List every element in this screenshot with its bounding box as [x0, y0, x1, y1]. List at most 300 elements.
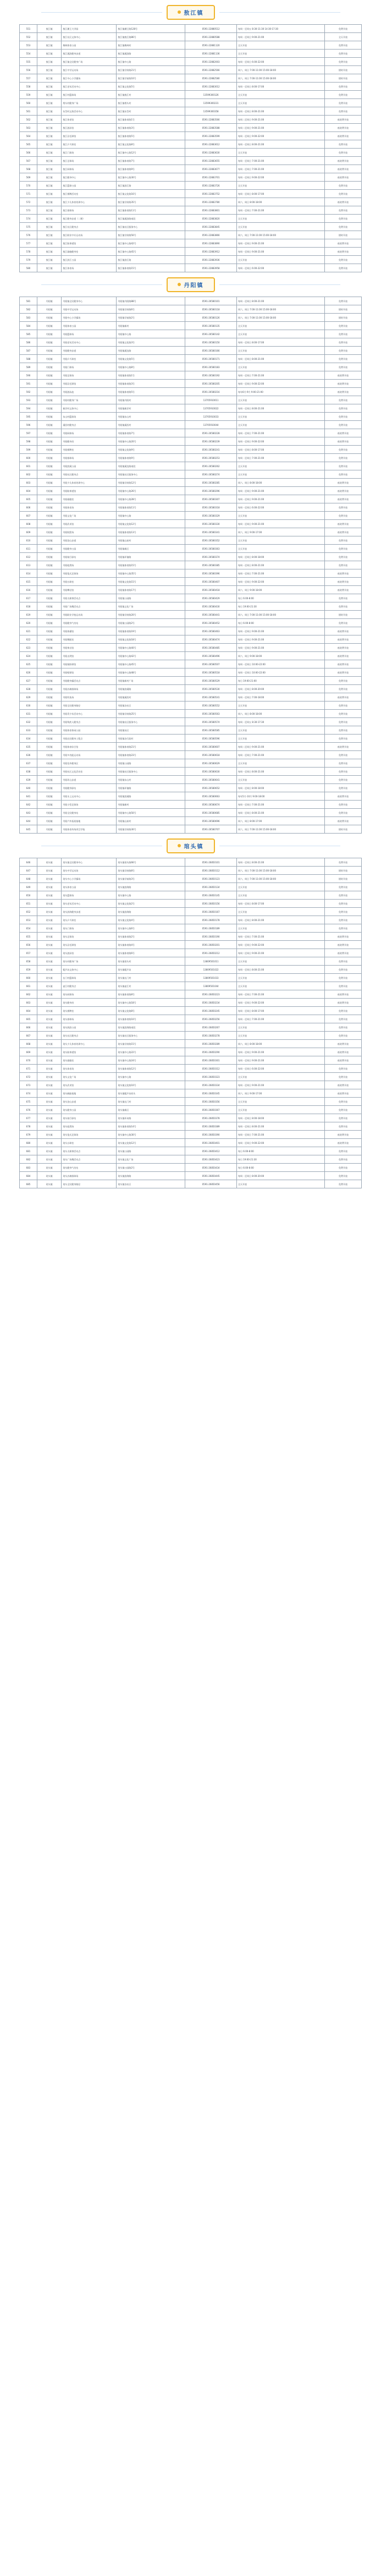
cell-time: 每年6月-9月 9:00-21:00	[237, 388, 325, 396]
cell-name: 敖江体育馆	[62, 116, 117, 124]
cell-no: 551	[20, 25, 37, 33]
cell-time: 周六、周日 8:00-18:00	[237, 198, 325, 206]
table-row	[20, 1098, 362, 1106]
cell-town: 琯头镇	[37, 1098, 61, 1106]
cell-name: 琯头台球室	[62, 1139, 117, 1147]
cell-no: 660	[20, 974, 37, 982]
cell-type: 免费开放	[324, 256, 361, 264]
cell-type: 低收费开放	[324, 644, 361, 652]
cell-type: 免费开放	[324, 99, 361, 107]
cell-time: 每日 6:00-8:00	[237, 1147, 325, 1155]
cell-town: 敖江镇	[37, 264, 61, 272]
cell-type: 低收费开放	[324, 495, 361, 503]
cell-type: 低收费开放	[324, 528, 361, 536]
cell-tel: 0591-26580674	[185, 801, 237, 809]
cell-time: 每周一至周日 6:00-22:00	[237, 503, 325, 512]
cell-no: 627	[20, 677, 37, 685]
cell-tel: 0591-26580330	[185, 520, 237, 528]
cell-no: 669	[20, 1048, 37, 1056]
cell-time: 每周一至周日 9:00-21:00	[237, 495, 325, 503]
cell-time: 全天开放	[237, 883, 325, 891]
table-row	[20, 652, 362, 660]
table-row	[20, 264, 362, 272]
cell-town: 琯头镇	[37, 941, 61, 949]
cell-time: 每周一至周日 8:00-17:00	[237, 190, 325, 198]
cell-addr: 丹阳镇学府路20号	[117, 611, 185, 619]
cell-type: 免费开放	[324, 602, 361, 611]
cell-time: 全天开放	[237, 701, 325, 710]
cell-name: 溪西村健身点	[62, 421, 117, 429]
cell-type: 免费开放	[324, 801, 361, 809]
cell-type: 免费开放	[324, 41, 361, 50]
cell-name: 丹阳舞蹈室	[62, 635, 117, 644]
cell-time: 周六、周日 7:00-11:00 15:00-18:00	[237, 875, 325, 883]
table-row	[20, 578, 362, 586]
cell-type: 低收费开放	[324, 990, 361, 999]
cell-town: 丹阳镇	[37, 627, 61, 635]
cell-no: 582	[20, 305, 37, 314]
cell-time: 每周一至周日 8:00-17:00	[237, 83, 325, 91]
cell-tel: 0591-26850190	[185, 933, 237, 941]
cell-type: 低收费开放	[324, 933, 361, 941]
cell-addr: 琯头镇学府路15号	[117, 1040, 185, 1048]
table-row	[20, 867, 362, 875]
cell-time: 每日 19:00-21:00	[237, 677, 325, 685]
cell-name: 丹阳全民健身路径	[62, 701, 117, 710]
cell-type: 免费开放	[324, 223, 361, 231]
cell-no: 618	[20, 602, 37, 611]
cell-no: 644	[20, 817, 37, 825]
dot-icon	[178, 283, 181, 286]
cell-name: 敖江门球场	[62, 149, 117, 157]
cell-addr: 琯头镇滨海路南段	[117, 1023, 185, 1032]
cell-addr: 丹阳镇文化路3号	[117, 338, 185, 347]
cell-tel: 0591-22883890	[185, 239, 237, 248]
cell-town: 丹阳镇	[37, 759, 61, 768]
table-row	[20, 314, 362, 322]
cell-town: 敖江镇	[37, 124, 61, 132]
cell-no: 600	[20, 454, 37, 462]
cell-no: 611	[20, 545, 37, 553]
cell-tel: 0591-26850134	[185, 883, 237, 891]
cell-town: 丹阳镇	[37, 338, 61, 347]
cell-town: 琯头镇	[37, 883, 61, 891]
cell-time: 周六、周日 8:00-18:00	[237, 479, 325, 487]
cell-no: 599	[20, 446, 37, 454]
table-row	[20, 1023, 362, 1032]
table-row	[20, 66, 362, 74]
cell-addr: 丹阳镇学前路2号	[117, 314, 185, 322]
cell-addr: 敖江镇文化路8号	[117, 140, 185, 149]
cell-no: 586	[20, 338, 37, 347]
cell-town: 丹阳镇	[37, 553, 61, 561]
facility-table	[19, 858, 362, 1188]
cell-tel: 0591-22883958	[185, 264, 237, 272]
cell-type: 低收费开放	[324, 487, 361, 495]
cell-type: 免费开放	[324, 553, 361, 561]
cell-name: 敖江职业中专运动场	[62, 231, 117, 239]
cell-tel: 0591-26580430	[185, 602, 237, 611]
cell-type: 低收费开放	[324, 479, 361, 487]
cell-time: 每周一至周日 9:00-22:00	[237, 173, 325, 182]
cell-addr: 丹阳镇公园路	[117, 594, 185, 602]
cell-addr: 丹阳镇中心路28号	[117, 495, 185, 503]
cell-town: 琯头镇	[37, 1056, 61, 1065]
cell-addr: 丹阳镇中心路8号	[117, 363, 185, 371]
table-row	[20, 1155, 362, 1164]
cell-name: 丹阳跆拳道馆	[62, 487, 117, 495]
cell-name: 丹阳老年活动中心	[62, 338, 117, 347]
cell-addr: 琯头镇学府路8号	[117, 867, 185, 875]
table-row	[20, 256, 362, 264]
cell-name: 琯头体育公园	[62, 883, 117, 891]
table-row	[20, 363, 362, 371]
table-row	[20, 561, 362, 569]
cell-name: 东岱村文体活动中心	[62, 107, 117, 116]
cell-time: 全天开放	[237, 512, 325, 520]
cell-town: 丹阳镇	[37, 371, 61, 380]
cell-no: 573	[20, 206, 37, 215]
cell-no: 605	[20, 495, 37, 503]
cell-name: 丹阳排球场	[62, 454, 117, 462]
table-row	[20, 1048, 362, 1056]
cell-type: 免费开放	[324, 91, 361, 99]
cell-name: 琯头广场舞活动点	[62, 1155, 117, 1164]
cell-name: 丹阳棋牌室	[62, 446, 117, 454]
cell-type: 免费开放	[324, 404, 361, 413]
cell-time: 每周一至周日 9:00-21:00	[237, 1048, 325, 1056]
cell-type: 免费开放	[324, 966, 361, 974]
cell-tel: 0591-26580407	[185, 578, 237, 586]
cell-time: 每周二至周日 9:00-21:00	[237, 116, 325, 124]
cell-name: 琯头文化广场	[62, 1073, 117, 1081]
cell-tel: 13809501011	[185, 957, 237, 966]
cell-tel: 0591-26580329	[185, 512, 237, 520]
cell-type: 低收费开放	[324, 949, 361, 957]
cell-addr: 丹阳镇各社区	[117, 701, 185, 710]
cell-no: 571	[20, 190, 37, 198]
cell-type: 免费开放	[324, 330, 361, 338]
table-row	[20, 206, 362, 215]
cell-time: 每周一至周日 8:00-21:00	[237, 561, 325, 569]
cell-addr: 丹阳镇体育路9号	[117, 454, 185, 462]
cell-tel: 0591-26580652	[185, 784, 237, 792]
table-row	[20, 858, 362, 867]
cell-no: 576	[20, 231, 37, 239]
cell-town: 丹阳镇	[37, 561, 61, 569]
cell-time: 全天开放	[237, 726, 325, 735]
table-row	[20, 437, 362, 446]
table-row	[20, 768, 362, 776]
cell-name: 琯头篮球场	[62, 891, 117, 900]
cell-town: 琯头镇	[37, 908, 61, 916]
dot-icon	[178, 844, 181, 847]
cell-no: 681	[20, 1147, 37, 1155]
cell-time: 周六、周日 9:00-17:00	[237, 528, 325, 536]
cell-type: 免费开放	[324, 924, 361, 933]
table-row	[20, 462, 362, 470]
cell-time: 每周一至周日 9:00-22:00	[237, 941, 325, 949]
cell-town: 丹阳镇	[37, 693, 61, 701]
cell-time: 周六、周日 9:00-18:00	[237, 652, 325, 660]
cell-type: 低收费开放	[324, 429, 361, 437]
cell-town: 敖江镇	[37, 206, 61, 215]
table-row	[20, 594, 362, 602]
cell-no: 619	[20, 611, 37, 619]
cell-time: 每周一至周日 8:00-21:00	[237, 355, 325, 363]
cell-no: 580	[20, 264, 37, 272]
cell-name: 敖江棋牌活动室	[62, 190, 117, 198]
table-row	[20, 1114, 362, 1122]
cell-name: 丹阳沙滩排球场	[62, 685, 117, 693]
cell-town: 琯头镇	[37, 1122, 61, 1131]
cell-town: 琯头镇	[37, 1032, 61, 1040]
cell-tel: 0591-26580563	[185, 710, 237, 718]
cell-tel: 0591-26850156	[185, 900, 237, 908]
table-row	[20, 503, 362, 512]
cell-tel: 0591-26580641	[185, 776, 237, 784]
cell-time: 每周二至周日 9:00-21:00	[237, 124, 325, 132]
cell-tel: 0591-26580463	[185, 627, 237, 635]
cell-time: 周六、周日 8:00-18:00	[237, 710, 325, 718]
cell-town: 敖江镇	[37, 99, 61, 107]
table-row	[20, 966, 362, 974]
cell-town: 琯头镇	[37, 858, 61, 867]
cell-no: 594	[20, 404, 37, 413]
cell-type: 低收费开放	[324, 635, 361, 644]
cell-time: 全天开放	[237, 776, 325, 784]
cell-type: 错时开放	[324, 74, 361, 83]
cell-tel: 13809501044	[185, 982, 237, 990]
cell-no: 609	[20, 528, 37, 536]
cell-no: 595	[20, 413, 37, 421]
cell-name: 琯头骑行驿站	[62, 1114, 117, 1122]
cell-type: 免费开放	[324, 1023, 361, 1032]
table-row	[20, 231, 362, 239]
cell-town: 丹阳镇	[37, 388, 61, 396]
cell-town: 丹阳镇	[37, 726, 61, 735]
cell-no: 574	[20, 215, 37, 223]
cell-name: 丹阳太极拳活动点	[62, 594, 117, 602]
table-row	[20, 305, 362, 314]
cell-addr: 丹阳镇新区	[117, 545, 185, 553]
cell-no: 673	[20, 1081, 37, 1089]
cell-town: 丹阳镇	[37, 545, 61, 553]
cell-town: 琯头镇	[37, 949, 61, 957]
cell-town: 敖江镇	[37, 33, 61, 41]
table-row	[20, 512, 362, 520]
cell-no: 567	[20, 157, 37, 165]
cell-town: 丹阳镇	[37, 297, 61, 305]
cell-addr: 丹阳镇环镇路	[117, 784, 185, 792]
cell-addr: 敖江镇体育路1号	[117, 116, 185, 124]
table-row	[20, 1065, 362, 1073]
cell-no: 602	[20, 470, 37, 479]
cell-name: 丹阳少儿体育培训中心	[62, 479, 117, 487]
cell-addr: 丹阳镇各行政村	[117, 735, 185, 743]
cell-tel: 0591-22883801	[185, 206, 237, 215]
cell-town: 丹阳镇	[37, 660, 61, 668]
cell-name: 敖江社区健身点	[62, 223, 117, 231]
cell-tel: 0591-26580135	[185, 322, 237, 330]
cell-type: 免费开放	[324, 1180, 361, 1188]
cell-time: 全天开放	[237, 347, 325, 355]
cell-time: 每周一至周日 9:00-21:00	[237, 487, 325, 495]
cell-name: 丹阳健身驿站	[62, 784, 117, 792]
cell-addr: 琯头镇滨海路	[117, 908, 185, 916]
cell-town: 琯头镇	[37, 957, 61, 966]
cell-type: 错时开放	[324, 875, 361, 883]
cell-tel: 13705910033	[185, 413, 237, 421]
cell-tel: 0591-26580596	[185, 735, 237, 743]
cell-tel: 0591-26850423	[185, 1155, 237, 1164]
cell-name: 丹阳门球场	[62, 363, 117, 371]
cell-type: 免费开放	[324, 536, 361, 545]
cell-no: 592	[20, 388, 37, 396]
cell-town: 丹阳镇	[37, 528, 61, 536]
cell-addr: 琯头镇滨海路	[117, 883, 185, 891]
cell-tel: 0591-26580685	[185, 809, 237, 817]
cell-town: 敖江镇	[37, 50, 61, 58]
cell-town: 丹阳镇	[37, 586, 61, 594]
cell-addr: 丹阳镇新村广场	[117, 677, 185, 685]
cell-town: 丹阳镇	[37, 462, 61, 470]
cell-name: 琯头中学运动场	[62, 867, 117, 875]
table-row	[20, 718, 362, 726]
cell-time: 每年5月-10月 9:00-18:00	[237, 792, 325, 801]
cell-no: 652	[20, 908, 37, 916]
cell-time: 全天开放	[237, 1023, 325, 1032]
table-row	[20, 875, 362, 883]
cell-tel: 0591-26850312	[185, 1065, 237, 1073]
cell-addr: 丹阳镇溪西村	[117, 693, 185, 701]
cell-town: 丹阳镇	[37, 520, 61, 528]
cell-tel: 0591-22883566	[185, 116, 237, 124]
cell-addr: 敖江镇东岱村	[117, 107, 185, 116]
cell-addr: 敖江镇体育路11号	[117, 206, 185, 215]
cell-town: 丹阳镇	[37, 404, 61, 413]
cell-town: 丹阳镇	[37, 363, 61, 371]
cell-name: 丹阳射箭场	[62, 528, 117, 536]
table-row	[20, 487, 362, 495]
cell-type: 免费开放	[324, 916, 361, 924]
cell-type: 免费开放	[324, 726, 361, 735]
cell-no: 603	[20, 479, 37, 487]
cell-town: 琯头镇	[37, 1040, 61, 1048]
cell-no: 677	[20, 1114, 37, 1122]
cell-type: 免费开放	[324, 1122, 361, 1131]
table-row	[20, 792, 362, 801]
cell-tel: 0591-26580296	[185, 487, 237, 495]
cell-addr: 琯头镇文化广场	[117, 1155, 185, 1164]
cell-tel: 0591-26580126	[185, 314, 237, 322]
cell-tel: 0591-26850256	[185, 1015, 237, 1023]
cell-tel: 0591-26850456	[185, 1180, 237, 1188]
cell-type: 错时开放	[324, 305, 361, 314]
cell-type: 低收费开放	[324, 743, 361, 751]
table-row	[20, 91, 362, 99]
cell-tel: 0591-26850223	[185, 990, 237, 999]
cell-type: 免费开放	[324, 512, 361, 520]
cell-time: 每周一至周日 7:00-21:00	[237, 371, 325, 380]
table-row	[20, 1032, 362, 1040]
cell-addr: 丹阳镇体育路23号	[117, 751, 185, 759]
cell-town: 敖江镇	[37, 140, 61, 149]
cell-addr: 敖江镇中心路45号	[117, 248, 185, 256]
cell-time: 全天开放	[237, 322, 325, 330]
cell-no: 590	[20, 371, 37, 380]
table-row	[20, 611, 362, 619]
cell-type: 低收费开放	[324, 520, 361, 528]
cell-type: 免费开放	[324, 297, 361, 305]
cell-tel: 0591-26580150	[185, 338, 237, 347]
table-row	[20, 58, 362, 66]
cell-type: 免费开放	[324, 561, 361, 569]
cell-type: 低收费开放	[324, 1131, 361, 1139]
table-row	[20, 545, 362, 553]
cell-no: 678	[20, 1122, 37, 1131]
cell-addr: 敖江镇溪滨路	[117, 50, 185, 58]
cell-tel: 0591-26850301	[185, 1056, 237, 1065]
cell-no: 585	[20, 330, 37, 338]
cell-type: 免费开放	[324, 908, 361, 916]
cell-addr: 琯头镇中心路6号	[117, 924, 185, 933]
cell-town: 丹阳镇	[37, 635, 61, 644]
cell-town: 琯头镇	[37, 1106, 61, 1114]
table-row	[20, 817, 362, 825]
cell-name: 丹阳全民健身站	[62, 809, 117, 817]
cell-tel: 0591-26580183	[185, 363, 237, 371]
cell-town: 丹阳镇	[37, 512, 61, 520]
cell-name: 丹阳社区文化活动室	[62, 768, 117, 776]
cell-no: 552	[20, 33, 37, 41]
cell-tel: 0591-26580385	[185, 561, 237, 569]
cell-time: 每周一至周日 8:00-21:00	[237, 966, 325, 974]
cell-time: 每周一至周日 7:00-18:00	[237, 693, 325, 701]
cell-town: 丹阳镇	[37, 619, 61, 627]
cell-name: 敖江老年活动中心	[62, 83, 117, 91]
cell-no: 591	[20, 380, 37, 388]
cell-tel: 13705910011	[185, 396, 237, 404]
cell-tel: 0591-22883912	[185, 248, 237, 256]
cell-type: 免费开放	[324, 974, 361, 982]
cell-type: 免费开放	[324, 1114, 361, 1122]
cell-type: 全天开放	[324, 33, 361, 41]
cell-type: 免费开放	[324, 182, 361, 190]
table-row	[20, 693, 362, 701]
cell-time: 每周一至周日 8:00-17:00	[237, 1007, 325, 1015]
cell-town: 丹阳镇	[37, 594, 61, 602]
cell-no: 623	[20, 644, 37, 652]
cell-tel: 0591-22880588	[185, 33, 237, 41]
cell-addr: 敖江镇文化路16号	[117, 190, 185, 198]
cell-type: 免费开放	[324, 396, 361, 404]
cell-time: 每周一至周日 7:00-21:00	[237, 165, 325, 173]
table-row	[20, 908, 362, 916]
cell-tel: 0591-26850245	[185, 1007, 237, 1015]
cell-town: 丹阳镇	[37, 437, 61, 446]
cell-time: 每周一至周日 7:00-21:00	[237, 801, 325, 809]
cell-tel: 0591-22880512	[185, 25, 237, 33]
cell-type: 免费开放	[324, 1106, 361, 1114]
table-row	[20, 1040, 362, 1048]
table-row	[20, 74, 362, 83]
dot-icon	[178, 10, 181, 14]
cell-name: 琯头老年活动中心	[62, 900, 117, 908]
cell-type: 低收费开放	[324, 941, 361, 949]
cell-type: 免费开放	[324, 883, 361, 891]
table-row	[20, 924, 362, 933]
